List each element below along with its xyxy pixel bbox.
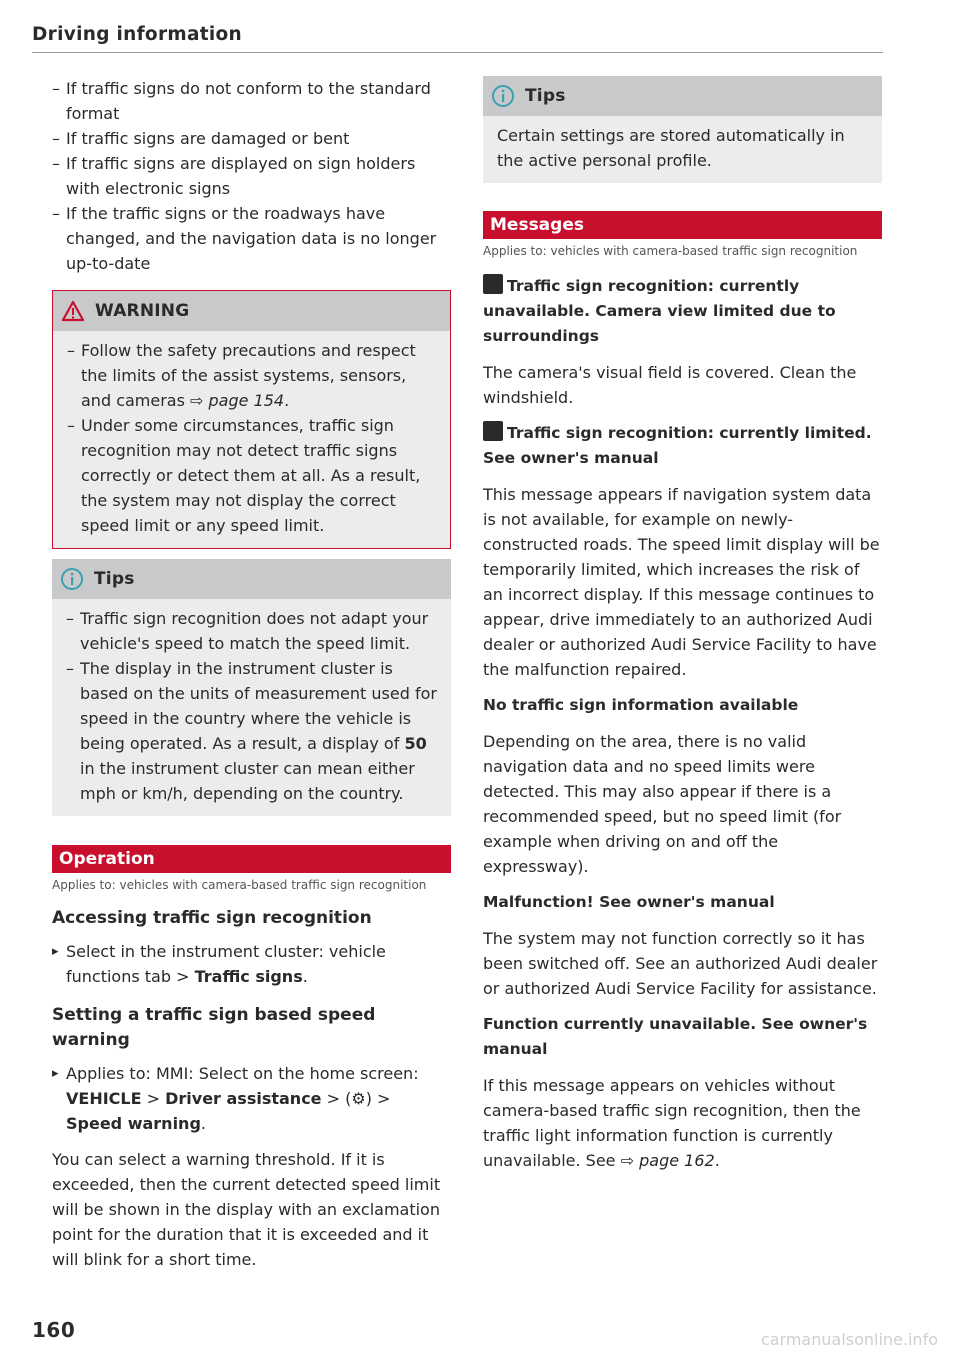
- message-heading: Traffic sign recognition: currently unavailable. Camera view limited due to surroundings: [483, 274, 882, 349]
- instruction-step: ▸ Select in the instrument cluster: vehicle functions tab > Traffic signs.: [52, 939, 451, 989]
- heading-accessing: Accessing traffic sign recognition: [52, 908, 372, 928]
- warning-header: [53, 291, 450, 331]
- page-reference-link[interactable]: ⇨ page 162: [620, 1151, 715, 1170]
- messages-section-title: Messages: [483, 211, 882, 239]
- tips-text: Certain settings are stored automatically in the active personal profile.: [497, 126, 845, 170]
- tips-title: Tips: [94, 569, 135, 589]
- list-item: – If the traffic signs or the roadways have changed, and the navigation data is no longer up-to-date: [52, 201, 451, 276]
- tips-header: [52, 559, 451, 599]
- paragraph: You can select a warning threshold. If it is exceeded, then the current detected speed limit will be shown in the display with an exclamation point for the duration that it is exceeded and it will blink for a short time.: [52, 1150, 441, 1269]
- warning-list: [67, 338, 436, 538]
- tips-list: [66, 606, 437, 806]
- list-item: – If traffic signs do not conform to the standard format: [52, 76, 451, 126]
- tips-item: – Traffic sign recognition does not adapt your vehicle's speed to match the speed limit.: [66, 606, 437, 656]
- message-text: The system may not function correctly so it has been switched off. See an authorized Audi dealer or authorized Audi Service Facility for assistance.: [483, 929, 878, 998]
- list-item: – If traffic signs are damaged or bent: [52, 126, 451, 151]
- traffic-sign-recognition-icon: [483, 421, 503, 441]
- info-icon: [491, 84, 515, 108]
- message-heading: Traffic sign recognition: currently limited. See owner's manual: [483, 421, 882, 471]
- warning-item: – Follow the safety precautions and respect the limits of the assist systems, sensors, and cameras ⇨ page 154.: [67, 338, 436, 413]
- tips-box: [52, 559, 451, 816]
- instruction-step: ▸ Applies to: MMI: Select on the home screen: VEHICLE > Driver assistance > (⚙) > Speed warning.: [52, 1061, 451, 1136]
- tips-box: [483, 76, 882, 183]
- page-header-title: Driving information: [32, 24, 242, 45]
- tips-item: – The display in the instrument cluster is based on the units of measurement used for speed in the country where the vehicle is being operated. As a result, a display of 50 in the instrument cluster can mean either mph or km/h, depending on the country.: [66, 656, 437, 806]
- message-text: The camera's visual field is covered. Clean the windshield.: [483, 363, 857, 407]
- traffic-sign-recognition-icon: [483, 274, 503, 294]
- applies-to-note: Applies to: vehicles with camera-based traffic sign recognition: [483, 244, 858, 258]
- warning-box: [52, 290, 451, 549]
- heading-speed-warning: Setting a traffic sign based speed warning: [52, 1005, 376, 1050]
- header-rule: [32, 52, 883, 53]
- watermark: carmanualsonline.info: [760, 1330, 938, 1349]
- operation-section-title: Operation: [52, 845, 451, 873]
- condition-list: [52, 76, 451, 276]
- tips-header: [483, 76, 882, 116]
- tips-title: Tips: [525, 86, 566, 106]
- list-item: – If traffic signs are displayed on sign holders with electronic signs: [52, 151, 451, 201]
- warning-triangle-icon: [61, 300, 85, 322]
- page-reference-link[interactable]: ⇨ page 154: [190, 391, 285, 410]
- message-heading: Malfunction! See owner's manual: [483, 893, 775, 911]
- info-icon: [60, 567, 84, 591]
- message-text: This message appears if navigation system data is not available, for example on newly-constructed roads. The speed limit display will be temporarily limited, which increases the risk of an incorrect display. If this message continues to appear, drive immediately to an authorized Audi dealer or authorized Audi Service Facility to have the malfunction repaired.: [483, 485, 880, 679]
- message-text: If this message appears on vehicles without camera-based traffic sign recognition, then the traffic light information function is currently unavailable. See ⇨ page 162.: [483, 1076, 861, 1170]
- message-heading: Function currently unavailable. See owner's manual: [483, 1015, 868, 1058]
- warning-item: – Under some circumstances, traffic sign recognition may not detect traffic signs correctly or detect them at all. As a result, the system may not display the correct speed limit or any speed limit.: [67, 413, 436, 538]
- message-heading: No traffic sign information available: [483, 696, 799, 714]
- applies-to-note: Applies to: vehicles with camera-based traffic sign recognition: [52, 878, 427, 892]
- right-column: [483, 76, 882, 1173]
- page-number: 160: [32, 1318, 76, 1342]
- left-column: [52, 76, 451, 1272]
- warning-title: WARNING: [95, 301, 190, 321]
- message-text: Depending on the area, there is no valid navigation data and no speed limits were detected. This may also appear if there is a recommended speed, but no speed limit (for example when driving on and off the expressway).: [483, 732, 842, 876]
